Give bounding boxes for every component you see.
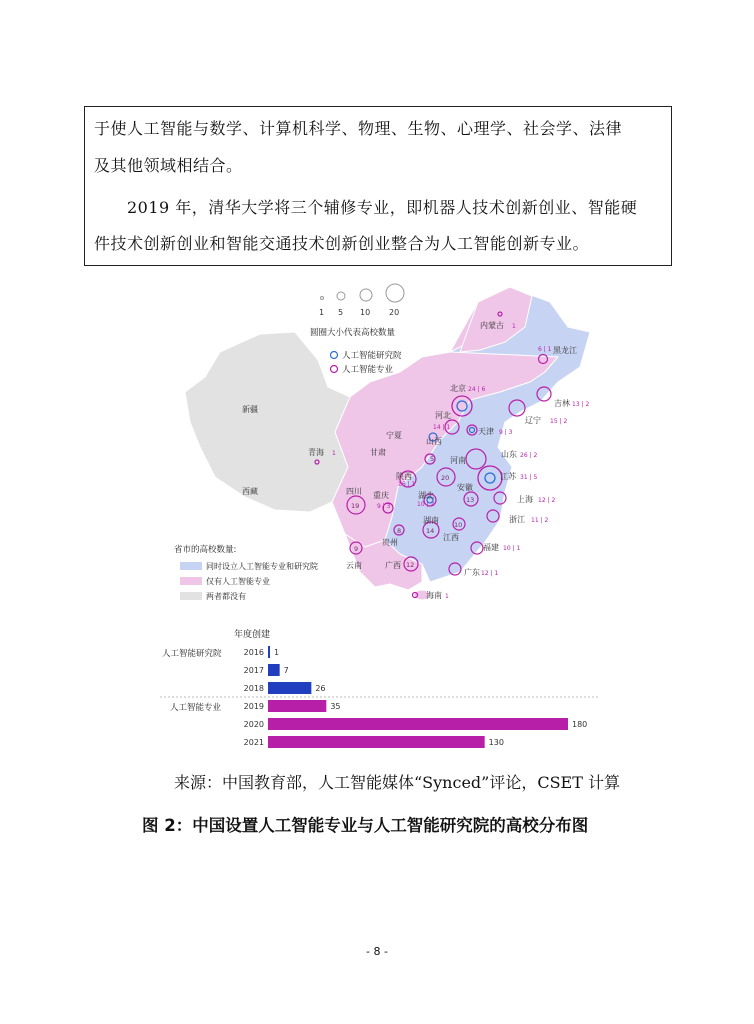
region-shaanxi: 陕西 xyxy=(396,472,412,481)
size-legend xyxy=(310,284,404,375)
figure-ai-distribution xyxy=(160,272,600,756)
region-hebei-val: 14 | 1 xyxy=(433,424,451,431)
size-circle-20 xyxy=(386,284,404,302)
region-hunan: 湖南 xyxy=(423,516,439,525)
region-xizang: 西藏 xyxy=(242,487,258,496)
status-none-swatch xyxy=(180,592,202,600)
region-guizhou: 贵州 xyxy=(382,538,398,547)
value-label-2018: 26 xyxy=(315,684,326,693)
region-qinghai-val: 1 xyxy=(332,450,336,457)
region-chongqing: 重庆 xyxy=(373,491,389,500)
region-heilongjiang: 黑龙江 xyxy=(553,346,577,355)
count-guizhou: 8 xyxy=(397,527,402,535)
size-value-20: 20 xyxy=(389,308,400,317)
bar-chart xyxy=(160,628,600,748)
value-label-2016: 1 xyxy=(274,648,280,657)
status-none-label: 两者都没有 xyxy=(206,592,246,601)
bar-2017 xyxy=(268,664,280,676)
bars-group xyxy=(244,646,588,748)
category-label-2016: 2016 xyxy=(243,648,264,657)
status-major-label: 仅有人工智能专业 xyxy=(206,577,270,586)
region-jiangsu-val: 31 | 5 xyxy=(520,474,538,481)
group-label-major: 人工智能专业 xyxy=(170,703,222,713)
region-ningxia: 宁夏 xyxy=(386,431,402,440)
region-shanxi: 山西 xyxy=(426,437,442,446)
region-sichuan: 四川 xyxy=(346,487,362,496)
count-anhui: 20 xyxy=(441,474,450,482)
region-qinghai: 青海 xyxy=(308,448,324,457)
legend-institute-icon xyxy=(331,352,338,359)
region-jilin-val: 13 | 2 xyxy=(572,401,590,408)
value-label-2017: 7 xyxy=(283,666,289,675)
paragraph-line-2: 及其他领域相结合。 xyxy=(94,156,243,175)
region-shanghai: 上海 xyxy=(517,495,533,504)
paragraph-line-1: 于使人工智能与数学、计算机科学、物理、生物、心理学、社会学、法律 xyxy=(94,119,623,138)
count-shanxi: 5 xyxy=(430,455,435,463)
region-hubei-val: 10 | 2 xyxy=(417,501,435,508)
size-value-1: 1 xyxy=(319,308,325,317)
status-legend xyxy=(174,544,318,601)
region-gansu: 甘肃 xyxy=(370,448,386,457)
status-major-swatch xyxy=(180,577,202,585)
size-legend-title: 圆圈大小代表高校数量 xyxy=(310,328,396,338)
region-beijing-val: 24 | 6 xyxy=(468,386,486,393)
count-guangxi: 12 xyxy=(406,561,415,569)
region-guangxi: 广西 xyxy=(385,561,401,570)
size-circle-1 xyxy=(321,297,324,300)
paragraph-line-4: 件技术创新创业和智能交通技术创新创业整合为人工智能创新专业。 xyxy=(94,234,590,253)
region-beijing: 北京 xyxy=(450,384,466,393)
bar-2018 xyxy=(268,682,311,694)
category-label-2017: 2017 xyxy=(243,666,264,675)
category-label-2019: 2019 xyxy=(243,702,264,711)
region-chongqing-val: 9 | 3 xyxy=(377,503,391,510)
legend-major-icon xyxy=(331,366,338,373)
figure-caption: 图 2：中国设置人工智能专业与人工智能研究院的高校分布图 xyxy=(142,816,589,835)
region-tianjin: 天津 xyxy=(478,427,494,436)
text-box xyxy=(84,106,672,266)
size-value-5: 5 xyxy=(338,308,344,317)
region-tianjin-val: 9 | 3 xyxy=(499,429,513,436)
region-zhejiang: 浙江 xyxy=(509,515,525,524)
bar-2016 xyxy=(268,646,270,658)
region-jiangxi: 江西 xyxy=(443,533,459,542)
count-yunnan: 9 xyxy=(354,545,359,553)
source-note: 来源：中国教育部，人工智能媒体“Synced”评论，CSET 计算 xyxy=(174,773,620,792)
value-label-2020: 180 xyxy=(572,720,588,729)
region-fujian: 福建 xyxy=(483,543,499,552)
count-sichuan: 19 xyxy=(351,502,360,510)
status-both-label: 同时设立人工智能专业和研究院 xyxy=(206,562,318,571)
count-anhui-low: 13 xyxy=(466,496,475,504)
category-label-2020: 2020 xyxy=(243,720,264,729)
value-label-2021: 130 xyxy=(488,738,504,747)
category-label-2018: 2018 xyxy=(243,684,264,693)
region-shandong: 山东 xyxy=(501,450,517,459)
region-hubei: 湖北 xyxy=(418,491,434,500)
region-xinjiang: 新疆 xyxy=(242,405,258,414)
bar-2019 xyxy=(268,700,326,712)
region-fujian-val: 10 | 1 xyxy=(503,545,521,552)
value-label-2019: 35 xyxy=(330,702,341,711)
status-legend-title: 省市的高校数量: xyxy=(174,545,237,555)
count-jiangxi: 10 xyxy=(454,521,463,529)
legend-institute-label: 人工智能研究院 xyxy=(342,351,402,361)
region-guangdong-val: 12 | 1 xyxy=(481,570,499,577)
paragraph-line-3: 2019 年，清华大学将三个辅修专业，即机器人技术创新创业、智能硬 xyxy=(127,198,638,217)
region-jilin: 吉林 xyxy=(554,399,570,408)
chart-title: 年度创建 xyxy=(234,630,271,640)
size-circle-10 xyxy=(360,289,372,301)
region-henan: 河南 xyxy=(450,456,466,465)
region-hainan-val: 1 xyxy=(445,593,449,600)
page-number: - 8 - xyxy=(366,945,388,958)
region-shanghai-val: 12 | 2 xyxy=(538,497,556,504)
size-circle-5 xyxy=(337,292,345,300)
region-shaanxi-val: 16 | 1 xyxy=(398,481,416,488)
group-label-institute: 人工智能研究院 xyxy=(162,649,222,659)
count-hunan: 14 xyxy=(426,527,435,535)
region-neimenggu: 内蒙古 xyxy=(480,321,504,330)
region-liaoning-val: 15 | 2 xyxy=(550,418,568,425)
region-hebei: 河北 xyxy=(435,411,451,420)
category-label-2021: 2021 xyxy=(243,738,264,747)
region-hainan: 海南 xyxy=(426,591,442,600)
region-guangdong: 广东 xyxy=(464,568,480,577)
region-anhui: 安徽 xyxy=(457,483,473,492)
region-liaoning: 辽宁 xyxy=(525,416,541,425)
status-both-swatch xyxy=(180,562,202,570)
map-region-none-west xyxy=(185,332,350,512)
region-zhejiang-val: 11 | 2 xyxy=(531,517,549,524)
region-shandong-val: 26 | 2 xyxy=(520,452,538,459)
size-value-10: 10 xyxy=(360,308,371,317)
region-neimenggu-val: 1 xyxy=(512,323,516,330)
figure-svg xyxy=(160,272,600,756)
legend-major-label: 人工智能专业 xyxy=(342,365,394,375)
bar-2020 xyxy=(268,718,568,730)
region-heilongjiang-val: 6 | 1 xyxy=(538,346,552,353)
bar-2021 xyxy=(268,736,485,748)
region-jiangsu: 江苏 xyxy=(500,472,516,481)
region-yunnan: 云南 xyxy=(346,561,362,570)
